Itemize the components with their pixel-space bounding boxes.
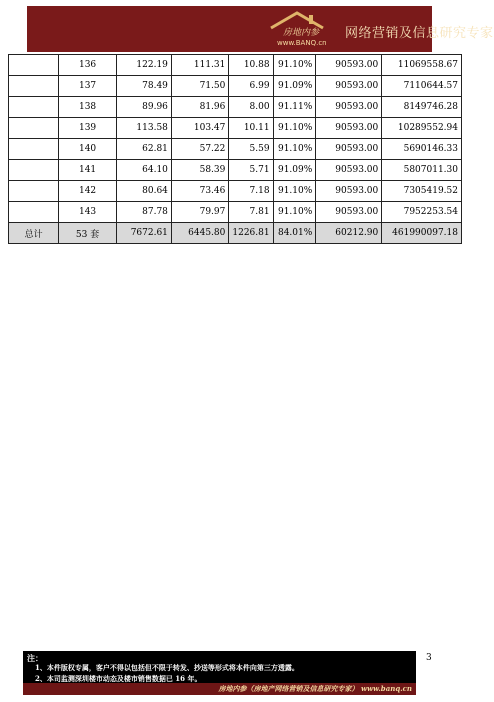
table-cell: 7305419.52: [382, 181, 462, 202]
table-cell: 60212.90: [316, 223, 382, 244]
table-cell: 90593.00: [316, 118, 382, 139]
footer-note-2: 2、本司监测深圳楼市动态及楼市销售数据已 16 年。: [35, 674, 202, 683]
table-cell: [9, 202, 59, 223]
logo-url: www.BANQ.cn: [277, 39, 327, 47]
table-cell: [9, 181, 59, 202]
table-cell: 73.46: [171, 181, 228, 202]
table-cell: 5.59: [229, 139, 273, 160]
footer-note-1: 1、本件版权专属，客户不得以包括但不限于转发、抄送等形式将本件向第三方透露。: [35, 663, 299, 672]
table-cell: [9, 160, 59, 181]
table-cell: 64.10: [116, 160, 171, 181]
table-row: [9, 160, 462, 181]
table-cell: [9, 76, 59, 97]
table-cell: 91.10%: [273, 202, 316, 223]
table-row: [9, 118, 462, 139]
table-cell: 91.10%: [273, 55, 316, 76]
table-cell: 122.19: [116, 55, 171, 76]
table-cell: 10.88: [229, 55, 273, 76]
table-cell: 79.97: [171, 202, 228, 223]
table-cell: 136: [59, 55, 117, 76]
table-cell: 7.18: [229, 181, 273, 202]
table-cell: 6.99: [229, 76, 273, 97]
table-cell: 5807011.30: [382, 160, 462, 181]
table-cell: 90593.00: [316, 202, 382, 223]
table-cell: 10.11: [229, 118, 273, 139]
table-cell: 7952253.54: [382, 202, 462, 223]
table-cell: 90593.00: [316, 76, 382, 97]
header-slogan: 网络营销及信息研究专家: [345, 26, 494, 41]
sales-table: [8, 54, 462, 244]
table-cell: 103.47: [171, 118, 228, 139]
table-cell: 91.09%: [273, 160, 316, 181]
table-cell: 90593.00: [316, 55, 382, 76]
table-cell: 90593.00: [316, 139, 382, 160]
table-cell: 91.10%: [273, 181, 316, 202]
table-cell: 57.22: [171, 139, 228, 160]
table-row: [9, 97, 462, 118]
page-number: 3: [426, 653, 432, 663]
table-cell: 90593.00: [316, 97, 382, 118]
footer-brand-text: 房地内参（房地产网络营销及信息研究专家） www.banq.cn: [218, 684, 412, 693]
table-cell: 91.09%: [273, 76, 316, 97]
total-row: [9, 223, 462, 244]
table-cell: 84.01%: [273, 223, 316, 244]
table-row: [9, 55, 462, 76]
table-cell: 10289552.94: [382, 118, 462, 139]
table-cell: 143: [59, 202, 117, 223]
table-cell: [9, 55, 59, 76]
logo: [267, 10, 347, 50]
table-row: [9, 202, 462, 223]
table-cell: 8.00: [229, 97, 273, 118]
table-cell: 138: [59, 97, 117, 118]
table-row: [9, 181, 462, 202]
table-cell: 80.64: [116, 181, 171, 202]
table-cell: 71.50: [171, 76, 228, 97]
footer-brand-bar: [23, 683, 416, 695]
table-cell: 461990097.18: [382, 223, 462, 244]
table-cell: [9, 139, 59, 160]
table-cell: 53 套: [59, 223, 117, 244]
table-cell: 6445.80: [171, 223, 228, 244]
table-cell: [9, 118, 59, 139]
table-row: [9, 139, 462, 160]
table-cell: 91.10%: [273, 118, 316, 139]
table-cell: 1226.81: [229, 223, 273, 244]
table-cell: 90593.00: [316, 181, 382, 202]
table-cell: 90593.00: [316, 160, 382, 181]
table-cell: 81.96: [171, 97, 228, 118]
table-cell: 111.31: [171, 55, 228, 76]
header-banner: [27, 6, 494, 52]
table-row: [9, 76, 462, 97]
table-cell: 8149746.28: [382, 97, 462, 118]
table-cell: 91.11%: [273, 97, 316, 118]
table-cell: 78.49: [116, 76, 171, 97]
logo-name: 房地内参: [283, 28, 320, 38]
table-cell: 5.71: [229, 160, 273, 181]
table-cell: 7110644.57: [382, 76, 462, 97]
table-cell: 142: [59, 181, 117, 202]
table-cell: 139: [59, 118, 117, 139]
table-cell: 7.81: [229, 202, 273, 223]
table-cell: 113.58: [116, 118, 171, 139]
table-cell: 137: [59, 76, 117, 97]
footer-notes: [23, 651, 416, 695]
table-cell: 58.39: [171, 160, 228, 181]
table-cell: 141: [59, 160, 117, 181]
table-cell: 7672.61: [116, 223, 171, 244]
table-cell: 89.96: [116, 97, 171, 118]
table-cell: 11069558.67: [382, 55, 462, 76]
table-cell: 5690146.33: [382, 139, 462, 160]
table-cell: 总计: [9, 223, 59, 244]
table-cell: 140: [59, 139, 117, 160]
table-cell: 62.81: [116, 139, 171, 160]
table-cell: 87.78: [116, 202, 171, 223]
table-cell: [9, 97, 59, 118]
table-cell: 91.10%: [273, 139, 316, 160]
footer-title: 注：: [27, 653, 43, 663]
